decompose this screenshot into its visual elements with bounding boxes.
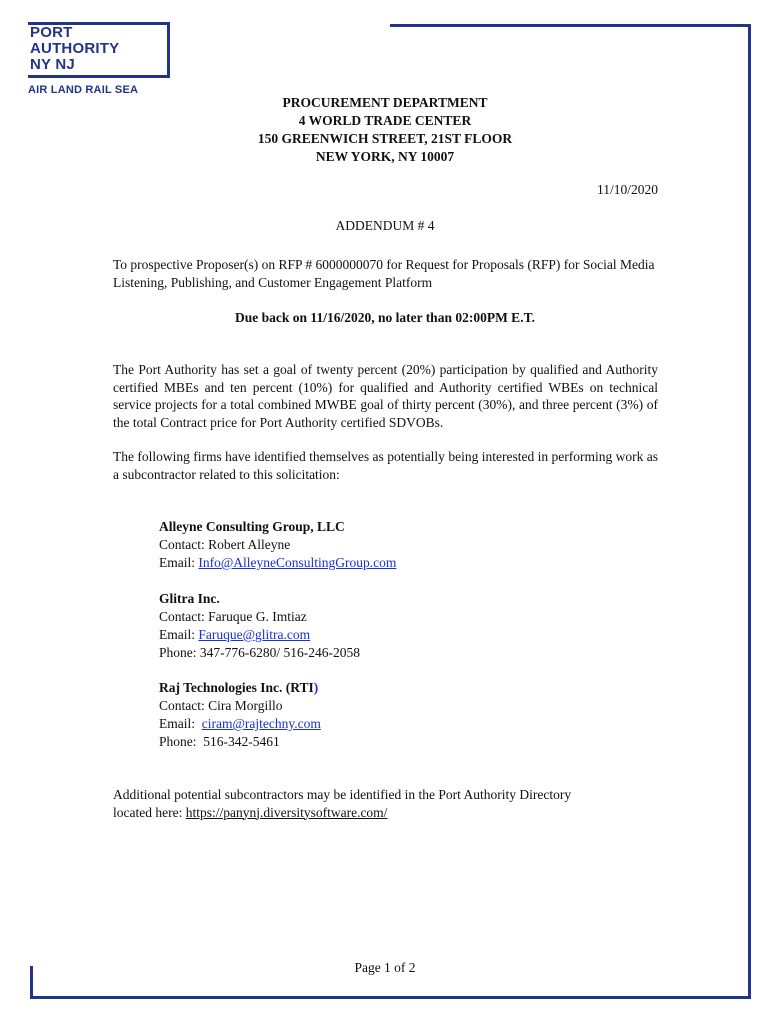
logo-tagline: AIR LAND RAIL SEA [28,84,139,96]
firm-name-suffix: ) [313,680,319,695]
firm-entry [159,518,396,572]
page-number: Page 1 of 2 [354,960,416,975]
firm-email-link[interactable]: Faruque@glitra.com [198,627,311,642]
firm-name: Alleyne Consulting Group, LLC [159,519,345,534]
directory-url-link[interactable]: https://panynj.diversitysoftware.com/ [185,804,388,820]
header-line-1: PROCUREMENT DEPARTMENT [282,95,488,110]
firm-email-line [159,626,360,644]
logo-line-port: PORT [30,24,73,41]
frame-border-top [390,24,751,27]
firm-email-link[interactable]: Info@AlleyneConsultingGroup.com [198,555,397,570]
email-label: Email: [159,716,202,731]
firm-email-line [159,554,396,572]
additional-line-2 [113,804,658,822]
firm-name-text: Raj Technologies Inc. (RTI [159,680,314,695]
firm-name [159,679,321,697]
email-label: Email: [159,627,199,642]
due-date-notice: Due back on 11/16/2020, no later than 02:00PM E.T. [235,310,535,325]
firm-entry [159,590,360,662]
intro-paragraph: To prospective Proposer(s) on RFP # 6000000070 for Request for Proposals (RFP) for Social Media Listening, Publishing, and Customer Engagement Platform [113,257,655,290]
frame-border-bottom [30,996,751,999]
firms-intro-paragraph: The following firms have identified themselves as potentially being interested in performing work as a subcontractor related to this solicitation: [113,449,658,482]
header-line-3: 150 GREENWICH STREET, 21ST FLOOR [257,131,513,146]
firm-email-link[interactable]: ciram@rajtechny.com [201,716,321,731]
firm-entry [159,679,321,751]
additional-paragraph [113,786,658,821]
firm-email-line [159,715,321,733]
additional-line-1: Additional potential subcontractors may be identified in the Port Authority Directory [113,787,572,802]
department-header [0,94,770,166]
firm-name: Glitra Inc. [159,591,220,606]
document-date: 11/10/2020 [596,182,658,197]
email-label: Email: [159,555,199,570]
frame-border-right [748,24,751,999]
addendum-title: ADDENDUM # 4 [335,218,435,233]
port-authority-logo [28,22,178,100]
firm-contact: Contact: Faruque G. Imtiaz [159,609,307,624]
goal-paragraph: The Port Authority has set a goal of twenty percent (20%) participation by qualified and Authority certified MBEs and ten percent (10%) for qualified and Authority certified WBEs on technical service projects for a total combined MWBE goal of thirty percent (30%), and three percent (3%) of the total Contract price for Port Authority certified SDVOBs. [113,362,658,430]
header-line-4: NEW YORK, NY 10007 [315,149,455,164]
firm-phone: Phone: 516-342-5461 [159,734,280,749]
logo-line-nynj: NY NJ [30,56,75,73]
additional-prefix: located here: [113,804,186,820]
header-line-2: 4 WORLD TRADE CENTER [298,113,472,128]
logo-line-authority: AUTHORITY [30,40,120,57]
firm-phone: Phone: 347-776-6280/ 516-246-2058 [159,645,360,660]
firm-contact: Contact: Cira Morgillo [159,698,283,713]
firm-contact: Contact: Robert Alleyne [159,537,291,552]
